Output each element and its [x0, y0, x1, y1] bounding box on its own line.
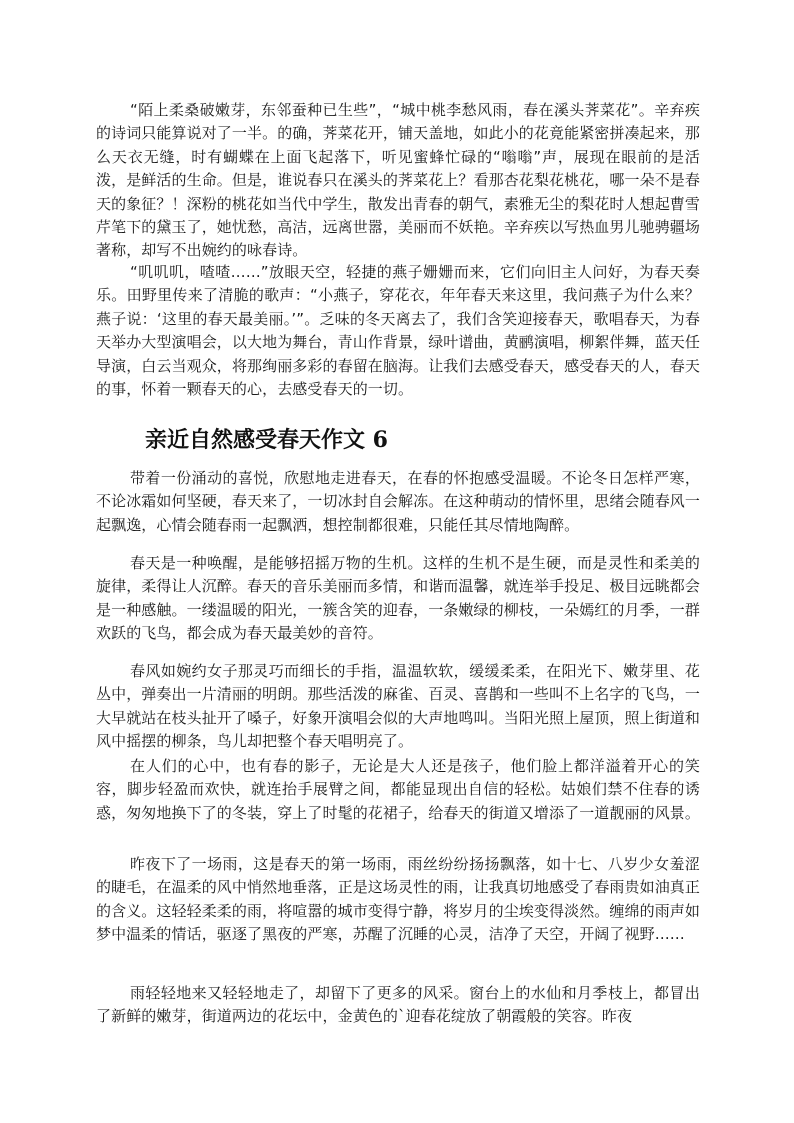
paragraph: 春风如婉约女子那灵巧而细长的手指，温温软软，缓缓柔柔，在阳光下、嫩芽里、花丛中，弹奏出一片清丽的明朗。那些活泼的麻雀、百灵、喜鹊和一些叫不上名字的飞鸟，一大早就站在枝头扯开了嗓子，好象开演唱会似的大声地鸣叫。当阳光照上屋顶，照上街道和风中摇摆的柳条，鸟儿却把整个春天唱明亮了。	[96, 662, 701, 751]
paragraph: “叽叽叽，喳喳……”放眼天空，轻捷的燕子姗姗而来，它们向旧主人问好，为春天奏乐。田野里传来了清脆的歌声：“小燕子，穿花衣，年年春天来这里，我问燕子为什么来？燕子说：‘这里的春天最美丽。’”。乏味的冬天离去了，我们含笑迎接春天，歌唱春天，为春天举办大型演唱会，以大地为舞台，青山作背景，绿叶谱曲，黄鹂演唱，柳絮伴舞，蓝天任导演，白云当观众，将那绚丽多彩的春留在脑海。让我们去感受春天，感受春天的人，春天的事，怀着一颗春天的心，去感受春天的一切。	[96, 263, 701, 399]
paragraph: 春天是一种唤醒，是能够招摇万物的生机。这样的生机不是生硬，而是灵性和柔美的旋律，柔得让人沉醉。春天的音乐美丽而多情，和谐而温馨，就连举手投足、极目远眺都会是一种感触。一缕温暖的阳光，一簇含笑的迎春，一条嫩绿的柳枝，一朵嫣红的月季，一群欢跃的飞鸟，都会成为春天最美妙的音符。	[96, 554, 701, 643]
paragraph: 带着一份涌动的喜悦，欣慰地走进春天，在春的怀抱感受温暖。不论冬日怎样严寒，不论冰霜如何坚硬，春天来了，一切冰封自会解冻。在这种萌动的情怀里，思绪会随春风一起飘逸，心情会随春雨一起飘洒，想控制都很难，只能任其尽情地陶醉。	[96, 469, 701, 534]
section-heading: 亲近自然感受春天作文 6	[145, 427, 388, 453]
paragraph: “陌上柔桑破嫩芽，东邻蚕种已生些”，“城中桃李愁风雨，春在溪头荠菜花”。辛弃疾的诗词只能算说对了一半。的确，荠菜花开，铺天盖地，如此小的花竟能紧密拼凑起来，那么天衣无缝，时有蝴蝶在上面飞起落下，听见蜜蜂忙碌的“嗡嗡”声，展现在眼前的是活泼，是鲜活的生命。但是，谁说春只在溪头的荠菜花上？看那杏花梨花桃花，哪一朵不是春天的象征？！深粉的桃花如当代中学生，散发出青春的朝气，素雅无尘的梨花时人想起曹雪芹笔下的黛玉了，她忧愁，高洁，远离世嚣，美丽而不妖艳。辛弃疾以写热血男儿驰骋疆场著称，却写不出婉约的咏春诗。	[96, 101, 701, 260]
paragraph: 在人们的心中，也有春的影子，无论是大人还是孩子，他们脸上都洋溢着开心的笑容，脚步轻盈而欢快，就连抬手展臂之间，都能显现出自信的轻松。姑娘们禁不住春的诱惑，匆匆地换下了的冬装，穿上了时髦的花裙子，给春天的街道又增添了一道靓丽的风景。	[96, 757, 701, 822]
paragraph: 昨夜下了一场雨，这是春天的第一场雨，雨丝纷纷扬扬飘落，如十七、八岁少女羞涩的睫毛，在温柔的风中悄然地垂落，正是这场灵性的雨，让我真切地感受了春雨贵如油真正的含义。这轻轻柔柔的雨，将喧嚣的城市变得宁静，将岁月的尘埃变得淡然。缠绵的雨声如梦中温柔的情话，驱逐了黑夜的严寒，苏醒了沉睡的心灵，洁净了天空，开阔了视野……	[96, 855, 701, 944]
paragraph: 雨轻轻地来又轻轻地走了，却留下了更多的风采。窗台上的水仙和月季枝上，都冒出了新鲜的嫩芽，街道两边的花坛中，金黄色的`迎春花绽放了朝霞般的笑容。昨夜	[96, 984, 700, 1026]
